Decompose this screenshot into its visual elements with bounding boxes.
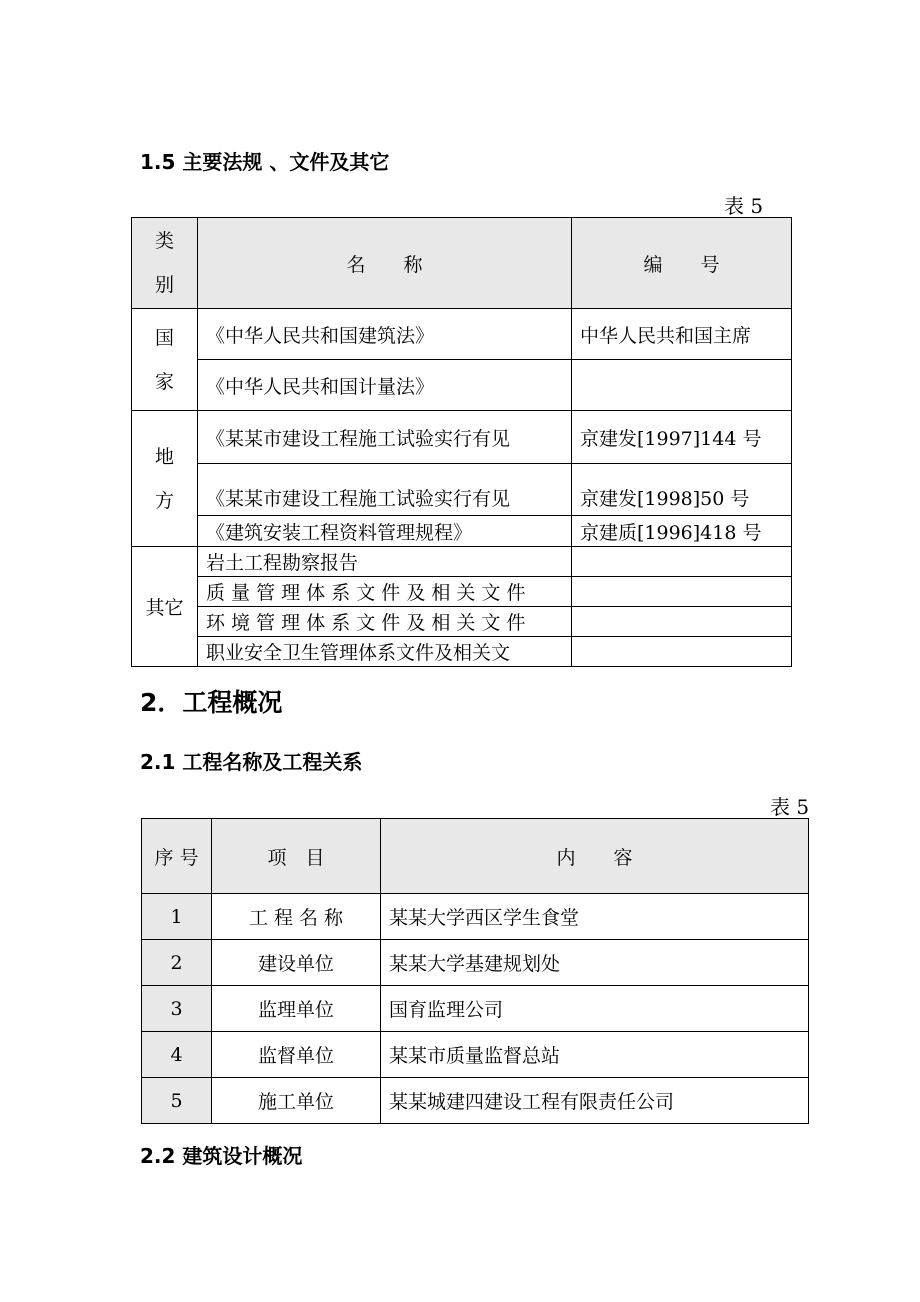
project-info-table bbox=[141, 818, 809, 1124]
regulation-name: 《中华人民共和国建筑法》 bbox=[198, 309, 572, 360]
row-index: 3 bbox=[142, 986, 212, 1032]
table2-label: 表 5 bbox=[770, 795, 810, 819]
row-content: 某某城建四建设工程有限责任公司 bbox=[381, 1078, 809, 1124]
row-index: 1 bbox=[142, 894, 212, 940]
table1-label: 表 5 bbox=[724, 194, 764, 218]
project-header-row bbox=[142, 819, 809, 894]
category-local: 地方 bbox=[132, 411, 198, 547]
table-row bbox=[142, 1032, 809, 1078]
regulation-name: 《建筑安装工程资料管理规程》 bbox=[198, 516, 572, 547]
section-1-5-title: 1.5 主要法规 、文件及其它 bbox=[140, 150, 390, 174]
regulation-number: 京建质[1996]418 号 bbox=[572, 516, 792, 547]
section-2-title: 2．工程概况 bbox=[140, 688, 283, 717]
table-row bbox=[142, 940, 809, 986]
section-2-2-title: 2.2 建筑设计概况 bbox=[140, 1144, 303, 1168]
row-content: 某某大学基建规划处 bbox=[381, 940, 809, 986]
regulations-header-row bbox=[132, 218, 792, 309]
regulation-name: 《某某市建设工程施工试验实行有见 bbox=[198, 464, 572, 516]
table-row bbox=[132, 360, 792, 411]
regulation-name: 质 量 管 理 体 系 文 件 及 相 关 文 件 bbox=[198, 577, 572, 607]
table-row bbox=[132, 547, 792, 577]
regulation-number bbox=[572, 360, 792, 411]
table-row bbox=[142, 1078, 809, 1124]
row-item: 监理单位 bbox=[212, 986, 381, 1032]
regulation-number: 京建发[1997]144 号 bbox=[572, 411, 792, 464]
row-item: 建设单位 bbox=[212, 940, 381, 986]
row-index: 5 bbox=[142, 1078, 212, 1124]
row-item: 工 程 名 称 bbox=[212, 894, 381, 940]
regulation-number bbox=[572, 547, 792, 577]
table-row bbox=[132, 577, 792, 607]
table-row bbox=[142, 894, 809, 940]
regulation-number bbox=[572, 607, 792, 637]
header-content: 内 容 bbox=[381, 819, 809, 894]
table-row bbox=[132, 637, 792, 667]
table-row bbox=[132, 607, 792, 637]
regulations-table bbox=[131, 217, 792, 667]
regulation-name: 环 境 管 理 体 系 文 件 及 相 关 文 件 bbox=[198, 607, 572, 637]
regulation-number: 中华人民共和国主席 bbox=[572, 309, 792, 360]
regulation-name: 职业安全卫生管理体系文件及相关文 bbox=[198, 637, 572, 667]
table-row bbox=[132, 464, 792, 516]
row-index: 2 bbox=[142, 940, 212, 986]
regulation-name: 《中华人民共和国计量法》 bbox=[198, 360, 572, 411]
regulation-number: 京建发[1998]50 号 bbox=[572, 464, 792, 516]
regulation-number bbox=[572, 637, 792, 667]
row-item: 监督单位 bbox=[212, 1032, 381, 1078]
table-row bbox=[132, 411, 792, 464]
row-content: 某某大学西区学生食堂 bbox=[381, 894, 809, 940]
row-index: 4 bbox=[142, 1032, 212, 1078]
header-name: 名 称 bbox=[198, 218, 572, 309]
table-row bbox=[142, 986, 809, 1032]
header-item: 项 目 bbox=[212, 819, 381, 894]
regulation-name: 岩土工程勘察报告 bbox=[198, 547, 572, 577]
section-2-1-title: 2.1 工程名称及工程关系 bbox=[140, 750, 363, 774]
category-national: 国家 bbox=[132, 309, 198, 411]
table-row bbox=[132, 516, 792, 547]
row-content: 某某市质量监督总站 bbox=[381, 1032, 809, 1078]
row-item: 施工单位 bbox=[212, 1078, 381, 1124]
category-other: 其它 bbox=[132, 547, 198, 667]
regulation-name: 《某某市建设工程施工试验实行有见 bbox=[198, 411, 572, 464]
header-category: 类别 bbox=[132, 218, 198, 309]
header-index: 序 号 bbox=[142, 819, 212, 894]
table-row bbox=[132, 309, 792, 360]
regulation-number bbox=[572, 577, 792, 607]
row-content: 国育监理公司 bbox=[381, 986, 809, 1032]
header-number: 编 号 bbox=[572, 218, 792, 309]
